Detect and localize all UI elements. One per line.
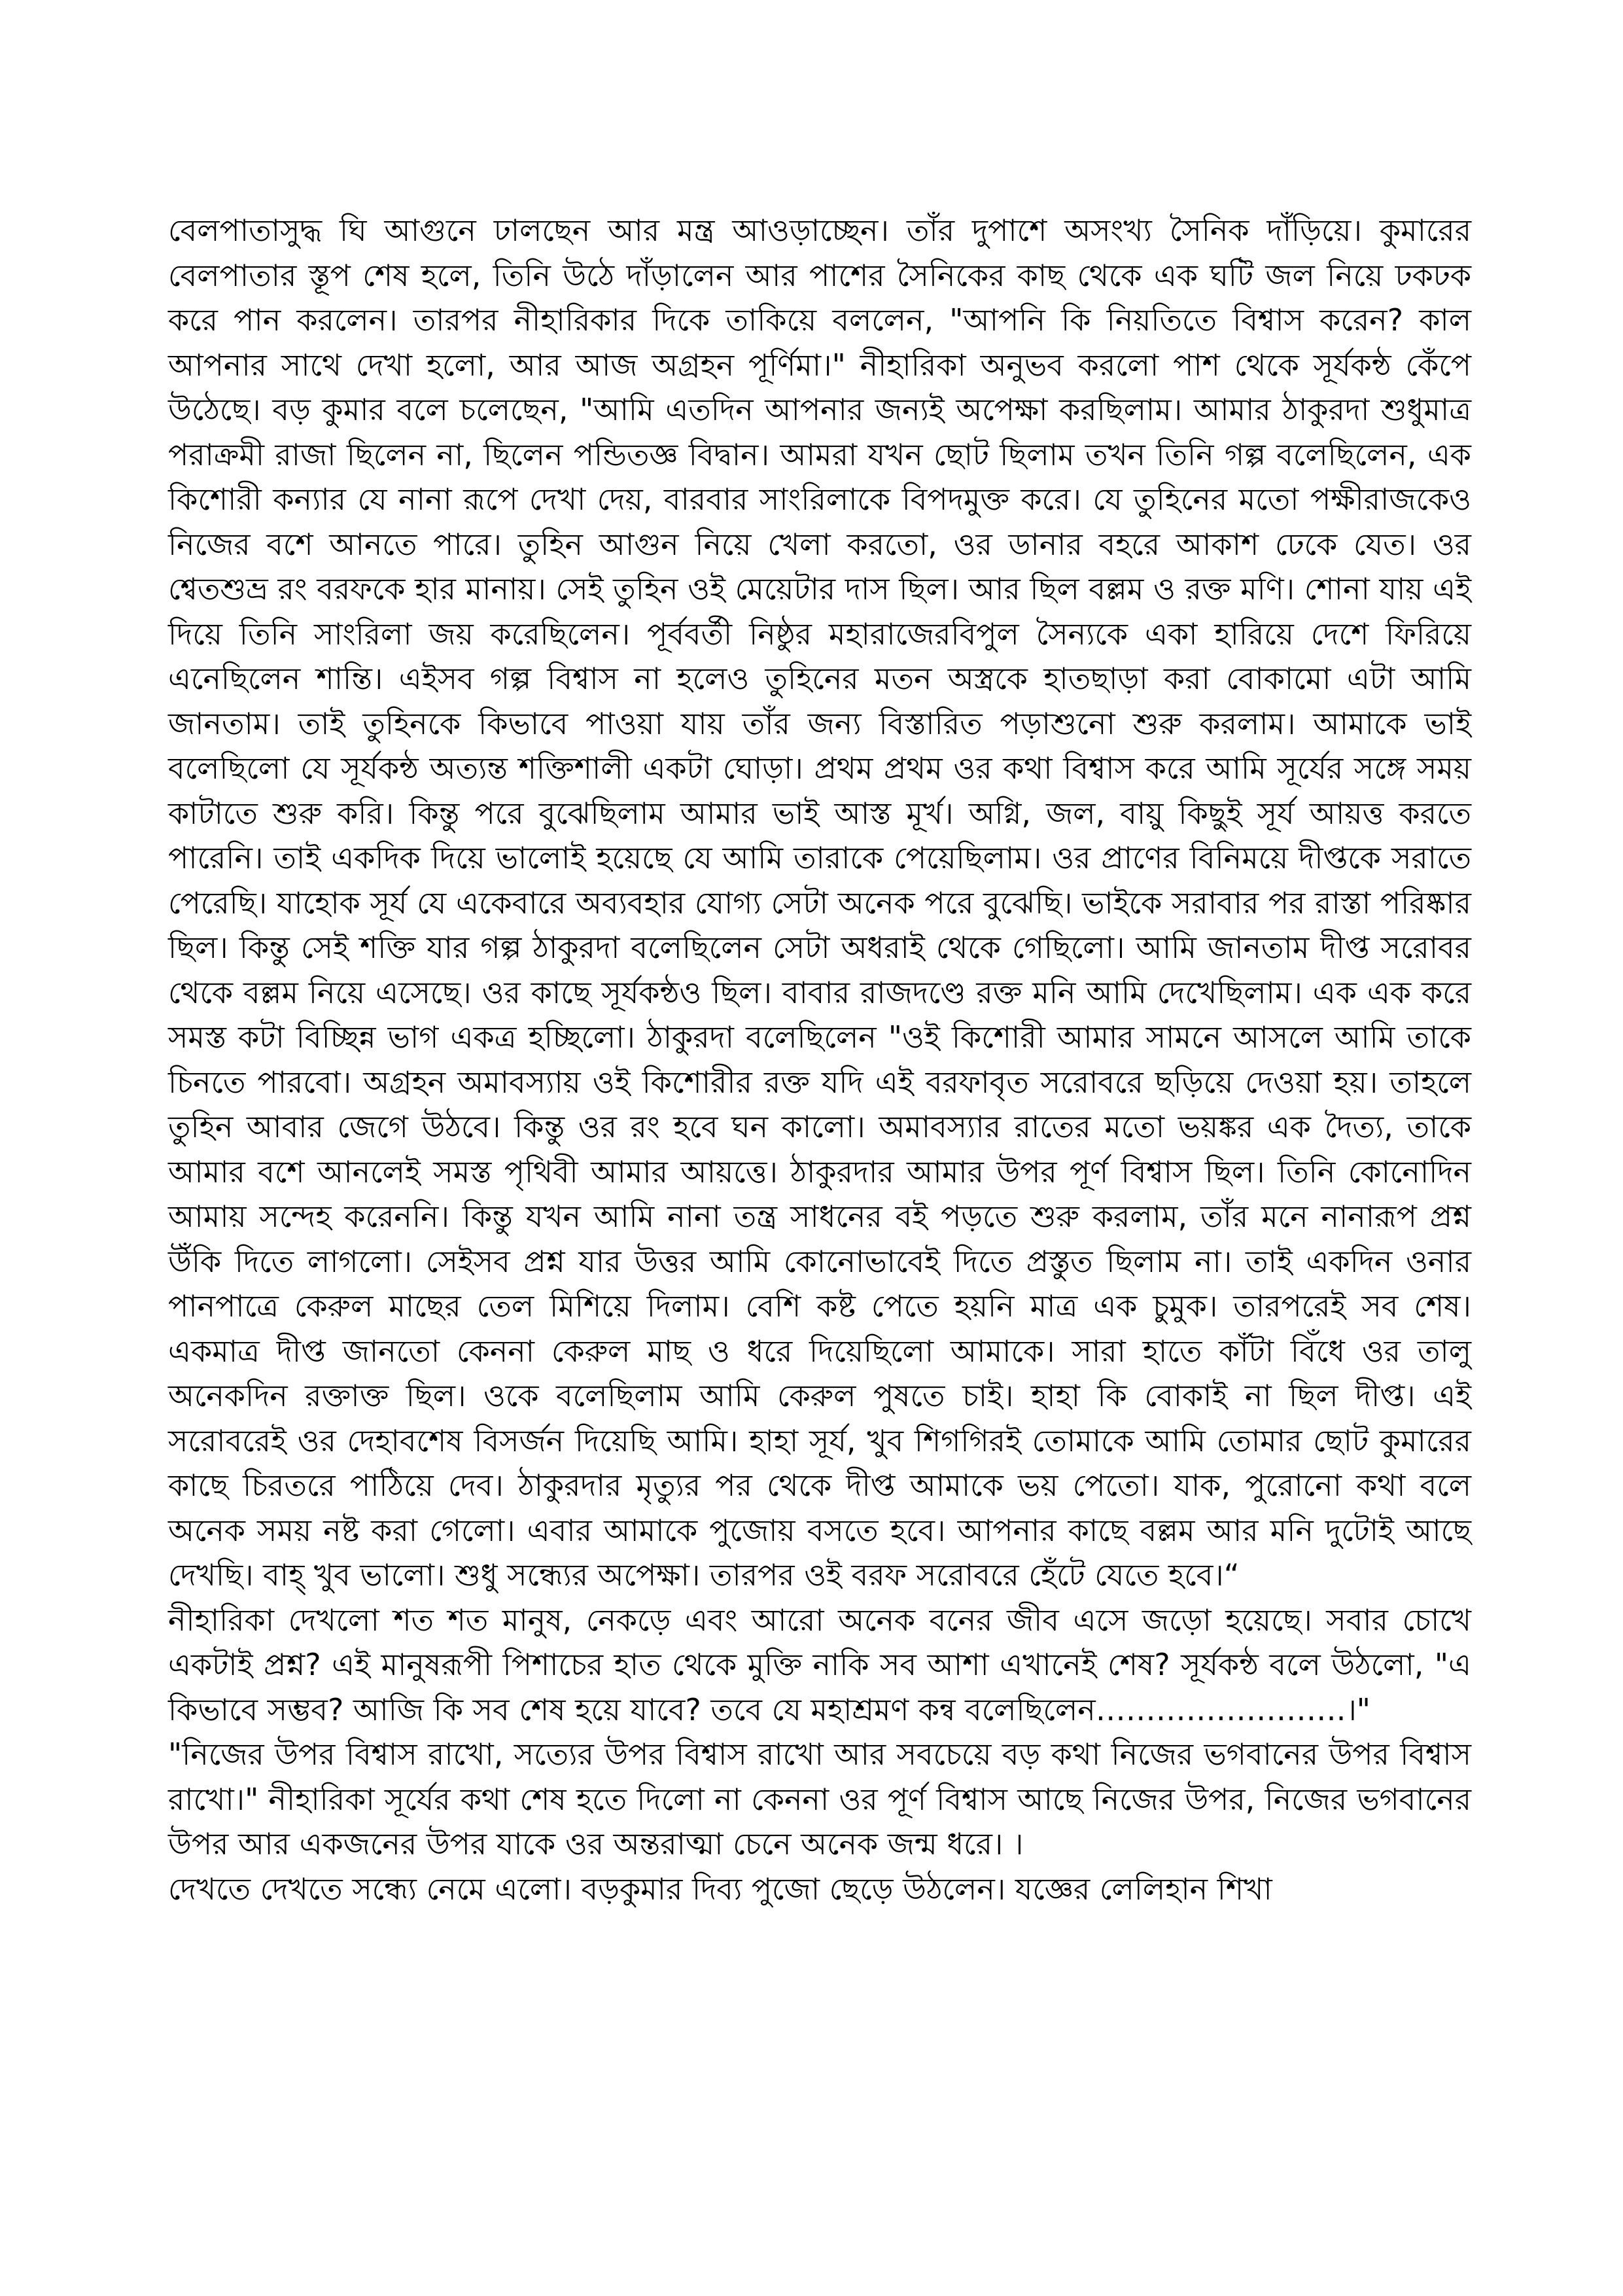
paragraph-niharika-observes: নীহারিকা দেখলো শত শত মানুষ, নেকড়ে এবং আরো অনেক বনের জীব এসে জড়ো হয়েছে। সবার চোখে একটাই প্রশ্ন? এই মানুষরূপী পিশাচের হাত থেকে মুক্তি নাকি সব আশা এখানেই শেষ? সূর্যকন্ঠ বলে উঠলো, "এ কিভাবে সম্ভব? আজি কি সব শেষ হয়ে যাবে? তবে যে মহাশ্রমণ কন্ব বলেছিলেন…………………….।" xyxy=(168,1602,1471,1727)
paragraph-evening-falls: দেখতে দেখতে সন্ধ্যে নেমে এলো। বড়কুমার দিব্য পুজো ছেড়ে উঠলেন। যজ্ঞের লেলিহান শিখা xyxy=(168,1871,1272,1907)
paragraph-niharika-reply: "নিজের উপর বিশ্বাস রাখো, সত্যের উপর বিশ্বাস রাখো আর সবচেয়ে বড় কথা নিজের ভগবানের উপর বিশ্বাস রাখো।" নীহারিকা সূর্যের কথা শেষ হতে দিলো না কেননা ওর পূর্ণ বিশ্বাস আছে নিজের উপর, নিজের ভগবানের উপর আর একজনের উপর যাকে ওর অন্তরাত্মা চেনে অনেক জন্ম ধরে। । xyxy=(168,1737,1471,1862)
story-text-body xyxy=(168,208,1471,1911)
paragraph-story-main: বেলপাতাসুদ্ধ ঘি আগুনে ঢালছেন আর মন্ত্র আওড়াচ্ছেন। তাঁর দুপাশে অসংখ্য সৈনিক দাঁড়িয়ে। কুমারের বেলপাতার স্তূপ শেষ হলে, তিনি উঠে দাঁড়ালেন আর পাশের সৈনিকের কাছ থেকে এক ঘটি জল নিয়ে ঢকঢক করে পান করলেন। তারপর নীহারিকার দিকে তাকিয়ে বললেন, "আপনি কি নিয়তিতে বিশ্বাস করেন? কাল আপনার সাথে দেখা হলো, আর আজ অগ্রহন পূর্ণিমা।" নীহারিকা অনুভব করলো পাশ থেকে সূর্যকন্ঠ কেঁপে উঠেছে। বড় কুমার বলে চলেছেন, "আমি এতদিন আপনার জন্যই অপেক্ষা করছিলাম। আমার ঠাকুরদা শুধুমাত্র পরাক্রমী রাজা ছিলেন না, ছিলেন পন্ডিতজ্ঞ বিদ্বান। আমরা যখন ছোট ছিলাম তখন তিনি গল্প বলেছিলেন, এক কিশোরী কন্যার যে নানা রূপে দেখা দেয়, বারবার সাংরিলাকে বিপদমুক্ত করে। যে তুহিনের মতো পক্ষীরাজকেও নিজের বশে আনতে পারে। তুহিন আগুন নিয়ে খেলা করতো, ওর ডানার বহরে আকাশ ঢেকে যেত। ওর শ্বেতশুভ্র রং বরফকে হার মানায়। সেই তুহিন ওই মেয়েটার দাস ছিল। আর ছিল বল্লম ও রক্ত মণি। শোনা যায় এই দিয়ে তিনি সাংরিলা জয় করেছিলেন। পূর্ববর্তী নিষ্ঠুর মহারাজেরবিপুল সৈন্যকে একা হারিয়ে দেশে ফিরিয়ে এনেছিলেন শান্তি। এইসব গল্প বিশ্বাস না হলেও তুহিনের মতন অস্ত্রকে হাতছাড়া করা বোকামো এটা আমি জানতাম। তাই তুহিনকে কিভাবে পাওয়া যায় তাঁর জন্য বিস্তারিত পড়াশুনো শুরু করলাম। আমাকে ভাই বলেছিলো যে সূর্যকন্ঠ অত্যন্ত শক্তিশালী একটা ঘোড়া। প্রথম প্রথম ওর কথা বিশ্বাস করে আমি সূর্যের সঙ্গে সময় কাটাতে শুরু করি। কিন্তু পরে বুঝেছিলাম আমার ভাই আস্ত মূর্খ। অগ্নি, জল, বায়ু কিছুই সূর্য আয়ত্ত করতে পারেনি। তাই একদিক দিয়ে ভালোই হয়েছে যে আমি তারাকে পেয়েছিলাম। ওর প্রাণের বিনিময়ে দীপ্তকে সরাতে পেরেছি। যাহোক সূর্য যে একেবারে অব্যবহার যোগ্য সেটা অনেক পরে বুঝেছি। ভাইকে সরাবার পর রাস্তা পরিষ্কার ছিল। কিন্তু সেই শক্তি যার গল্প ঠাকুরদা বলেছিলেন সেটা অধরাই থেকে গেছিলো। আমি জানতাম দীপ্ত সরোবর থেকে বল্লম নিয়ে এসেছে। ওর কাছে সূর্যকন্ঠও ছিল। বাবার রাজদণ্ডে রক্ত মনি আমি দেখেছিলাম। এক এক করে সমস্ত কটা বিচ্ছিন্ন ভাগ একত্র হচ্ছিলো। ঠাকুরদা বলেছিলেন "ওই কিশোরী আমার সামনে আসলে আমি তাকে চিনতে পারবো। অগ্রহন অমাবস্যায় ওই কিশোরীর রক্ত যদি এই বরফাবৃত সরোবরে ছড়িয়ে দেওয়া হয়। তাহলে তুহিন আবার জেগে উঠবে। কিন্তু ওর রং হবে ঘন কালো। অমাবস্যার রাতের মতো ভয়ঙ্কর এক দৈত্য, তাকে আমার বশে আনলেই সমস্ত পৃথিবী আমার আয়ত্তে। ঠাকুরদার আমার উপর পূর্ণ বিশ্বাস ছিল। তিনি কোনোদিন আমায় সন্দেহ করেননি। কিন্তু যখন আমি নানা তন্ত্র সাধনের বই পড়তে শুরু করলাম, তাঁর মনে নানারূপ প্রশ্ন উঁকি দিতে লাগলো। সেইসব প্রশ্ন যার উত্তর আমি কোনোভাবেই দিতে প্রস্তুত ছিলাম না। তাই একদিন ওনার পানপাত্রে কেরুল মাছের তেল মিশিয়ে দিলাম। বেশি কষ্ট পেতে হয়নি মাত্র এক চুমুক। তারপরেই সব শেষ। একমাত্র দীপ্ত জানতো কেননা কেরুল মাছ ও ধরে দিয়েছিলো আমাকে। সারা হাতে কাঁটা বিঁধে ওর তালু অনেকদিন রক্তাক্ত ছিল। ওকে বলেছিলাম আমি কেরুল পুষতে চাই। হাহা কি বোকাই না ছিল দীপ্ত। এই সরোবরেই ওর দেহাবশেষ বিসর্জন দিয়েছি আমি। হাহা সূর্য, খুব শিগগিরই তোমাকে আমি তোমার ছোট কুমারের কাছে চিরতরে পাঠিয়ে দেব। ঠাকুরদার মৃত্যুর পর থেকে দীপ্ত আমাকে ভয় পেতো। যাক, পুরোনো কথা বলে অনেক সময় নষ্ট করা গেলো। এবার আমাকে পুজোয় বসতে হবে। আপনার কাছে বল্লম আর মনি দুটোই আছে দেখছি। বাহ্ খুব ভালো। শুধু সন্ধ্যের অপেক্ষা। তারপর ওই বরফ সরোবরে হেঁটে যেতে হবে।“ xyxy=(168,213,1471,1593)
